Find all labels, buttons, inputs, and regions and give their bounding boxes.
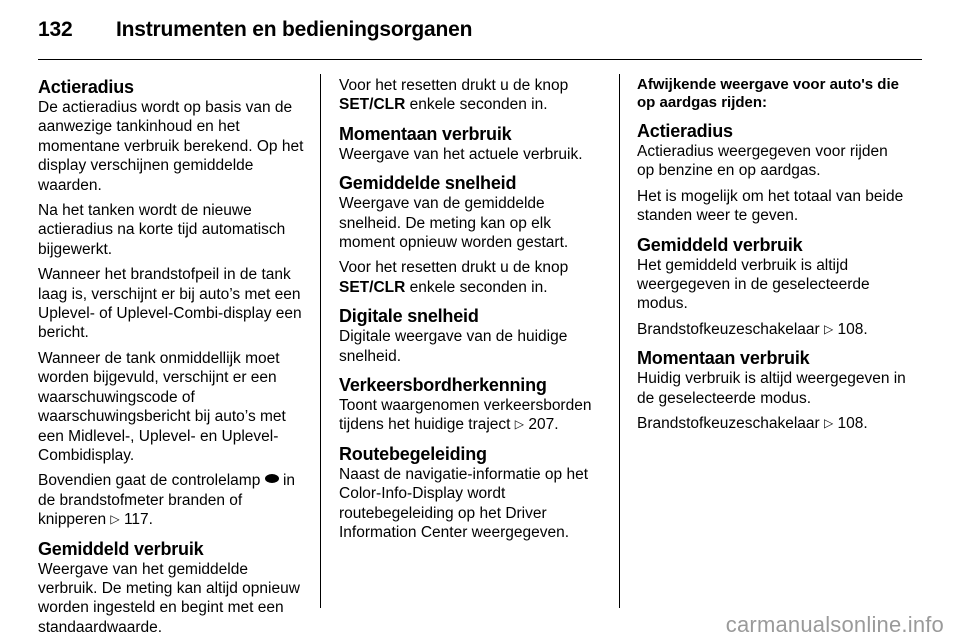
paragraph: Digitale weergave van de huidige snelheid. xyxy=(339,328,568,365)
paragraph: Actieradius weergegeven voor rijden op benzine en op aardgas. xyxy=(637,143,888,180)
column-3 xyxy=(637,76,909,439)
key-label: SET/CLR xyxy=(339,96,406,114)
page-number: 132 xyxy=(38,18,73,41)
paragraph: Brandstofkeuzeschakelaar ▷ 108. xyxy=(637,320,868,338)
section-heading-gemiddeld-verbruik-cng: Gemiddeld verbruik xyxy=(637,234,803,255)
column-1 xyxy=(38,76,308,643)
page-ref-arrow-icon: ▷ xyxy=(823,321,834,336)
paragraph: Voor het resetten drukt u de knop SET/CLR enkele seconden in. xyxy=(339,259,569,296)
paragraph: Bovendien gaat de controlelamp in de brandstofmeter branden of knipperen ▷ 117. xyxy=(38,472,296,529)
paragraph: Brandstofkeuzeschakelaar ▷ 108. xyxy=(637,415,868,433)
paragraph: De actieradius wordt op basis van de aanwezige tankinhoud en het momentane verbruik berekend. Op het display verschijnen gemiddelde waarden. xyxy=(38,99,304,194)
paragraph: Na het tanken wordt de nieuwe actieradius na korte tijd automatisch bijgewerkt. xyxy=(38,202,286,258)
paragraph: Huidig verbruik is altijd weergegeven in de geselecteerde modus. xyxy=(637,370,906,407)
paragraph: Weergave van de gemiddelde snelheid. De meting kan op elk moment opnieuw worden gestart. xyxy=(339,195,569,252)
header-rule xyxy=(38,59,922,60)
section-heading-gemiddeld-verbruik: Gemiddeld verbruik xyxy=(38,538,204,559)
page-header xyxy=(38,14,472,46)
column-divider-1 xyxy=(320,74,321,608)
paragraph: Toont waargenomen verkeersborden tijdens het huidige traject ▷ 207. xyxy=(339,397,592,434)
paragraph: Naast de navigatie-informatie op het Color-Info-Display wordt routebegeleiding op het Driver Information Center weergegeven. xyxy=(339,465,589,542)
page-reference[interactable]: ▷ 207. xyxy=(514,416,559,434)
section-heading-actieradius-cng: Actieradius xyxy=(637,121,733,141)
paragraph: Wanneer de tank onmiddellijk moet worden bijgevuld, verschijnt er een waarschuwingscode of waarschuwingsbericht bij auto’s met een Midlevel-, Uplevel- en Uplevel-Combidisplay. xyxy=(38,349,286,464)
section-heading-momentaan-verbruik-cng: Momentaan verbruik xyxy=(637,348,810,369)
column-divider-2 xyxy=(619,74,620,608)
column-2 xyxy=(339,76,607,549)
paragraph: Het gemiddeld verbruik is altijd weergegeven in de geselecteerde modus. xyxy=(637,256,870,313)
watermark: carmanualsonline.info xyxy=(725,612,944,637)
page-title: Instrumenten en bedieningsorganen xyxy=(116,18,473,41)
page-reference[interactable]: ▷ 117. xyxy=(110,511,153,529)
page-ref-arrow-icon: ▷ xyxy=(514,417,525,432)
section-heading-routebegeleiding: Routebegeleiding xyxy=(339,443,487,464)
paragraph: Voor het resetten drukt u de knop SET/CLR enkele seconden in. xyxy=(339,77,569,114)
section-heading-digitale-snelheid: Digitale snelheid xyxy=(339,306,479,327)
cng-intro: Afwijkende weergave voor auto's die op aardgas rijden: xyxy=(637,76,899,111)
page-ref-arrow-icon: ▷ xyxy=(823,416,834,431)
fuel-warning-lamp-icon xyxy=(265,474,279,483)
paragraph: Weergave van het gemiddelde verbruik. De meting kan altijd opnieuw worden ingesteld en begint met een standaardwaarde. xyxy=(38,560,300,636)
section-heading-gemiddelde-snelheid: Gemiddelde snelheid xyxy=(339,173,517,194)
page-ref-arrow-icon: ▷ xyxy=(110,512,120,527)
paragraph: Wanneer het brandstofpeil in de tank laag is, verschijnt er bij auto’s met een Uplevel- of Uplevel-Combi-display een bericht. xyxy=(38,266,302,342)
page-reference[interactable]: ▷ 108. xyxy=(823,415,868,433)
paragraph: Weergave van het actuele verbruik. xyxy=(339,145,583,163)
section-heading-verkeersbordherkenning: Verkeersbordherkenning xyxy=(339,375,547,396)
paragraph: Het is mogelijk om het totaal van beide standen weer te geven. xyxy=(637,187,904,225)
key-label: SET/CLR xyxy=(339,278,406,296)
page-reference[interactable]: ▷ 108. xyxy=(823,320,868,338)
section-heading-actieradius: Actieradius xyxy=(38,77,134,97)
section-heading-momentaan-verbruik: Momentaan verbruik xyxy=(339,123,512,144)
